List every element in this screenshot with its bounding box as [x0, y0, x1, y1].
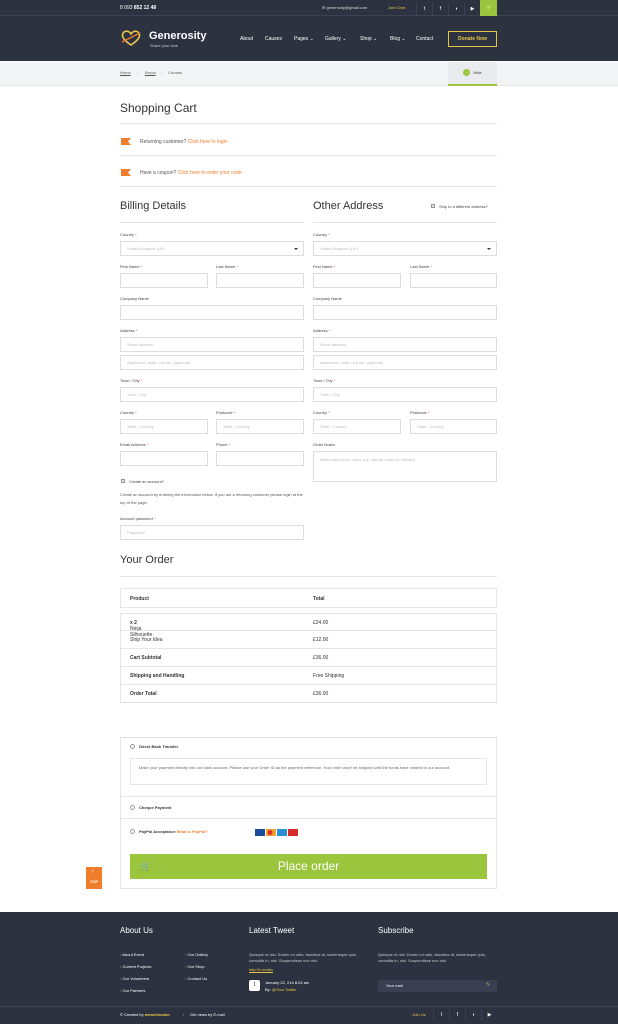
breadcrumb-separator: › [137, 70, 139, 75]
divider [120, 186, 497, 187]
nav-about[interactable]: About [240, 36, 254, 42]
shipping-row [120, 667, 497, 685]
nav-pages[interactable]: Pages ⌄ [294, 36, 314, 42]
other-postcode-label: Postcode * [410, 410, 430, 415]
separator: / [183, 1012, 185, 1017]
other-address-title: Other Address [313, 200, 384, 212]
subscribe-text: Quisque ut nisl. Donec mi odio, faucibus at, scelerisque quis, convallis in, nisi. Suspendisse non nisl. [378, 952, 486, 963]
paypal-info-link[interactable]: What is PayPal? [176, 829, 208, 834]
billing-address-input[interactable]: Street address [120, 337, 304, 352]
twitter-icon[interactable]: t [416, 3, 432, 15]
youtube-icon[interactable]: ▶ [481, 1009, 497, 1021]
returning-customer-notice: Returning customer? Click here to login [140, 139, 228, 145]
subtotal-value: £36.00 [313, 655, 329, 661]
order-product: Ship Your Idea [130, 637, 163, 643]
divider [313, 222, 497, 223]
cart-icon: 🛒 [140, 861, 152, 871]
order-product: Ninja Silhouette x 2 [130, 620, 153, 638]
password-label: Account password * [120, 516, 156, 521]
twitter-icon: t [249, 980, 260, 991]
billing-address2-input[interactable]: Apartment, suite, unit etc. (optional) [120, 355, 304, 370]
other-town-label: Town / City * [313, 378, 336, 383]
total-column-header: Total [313, 596, 325, 602]
tweet-text: Quisque ut nisl. Donec mi odio, faucibus at, scelerisque quis, convallis in, nisi. Suspendisse non nisl. [249, 952, 357, 963]
breadcrumb-home[interactable]: Home [120, 70, 131, 75]
tweet-handle[interactable]: @Your.Twitter [271, 987, 297, 992]
product-column-header: Product [130, 596, 149, 602]
other-country-select[interactable]: United Kingdom (UK) [313, 241, 497, 256]
nav-causes[interactable]: Causes [265, 36, 282, 42]
nav-contact[interactable]: Contact [416, 36, 434, 42]
subtotal-row [120, 649, 497, 667]
order-row-total: £24.00 [313, 620, 329, 626]
billing-postcode-input[interactable]: State / Country [216, 419, 304, 434]
divider [120, 123, 497, 124]
footer-link[interactable]: › Our Gallery [185, 952, 208, 957]
footer-link[interactable]: › Current Projects [120, 964, 151, 969]
other-first-name-label: First Name * [313, 264, 336, 269]
coupon-notice: Have a coupon? Click here to enter your code [140, 170, 242, 176]
password-input[interactable]: Password [120, 525, 304, 540]
billing-email-input[interactable] [120, 451, 208, 466]
other-last-name-label: Last Name * [410, 264, 433, 269]
tweet-by: By: @Your.Twitter [265, 987, 297, 992]
divider [120, 222, 304, 223]
ship-different-checkbox[interactable]: ✓ [432, 204, 435, 208]
other-country2-label: Country * [313, 410, 330, 415]
billing-last-name-label: Last Name * [216, 264, 239, 269]
order-row-total: £12.00 [313, 637, 329, 643]
billing-email-label: Email Address * [120, 442, 149, 447]
billing-country-select[interactable]: United Kingdom (UK) [120, 241, 304, 256]
other-town-input[interactable]: Town / City [313, 387, 497, 402]
billing-phone-label: Phone * [216, 442, 231, 447]
flag-icon [121, 169, 131, 176]
billing-postcode-label: Postcode * [216, 410, 236, 415]
other-address-label: Address * [313, 328, 331, 333]
logo-heart-icon[interactable] [120, 30, 142, 46]
account-note: Create an account by entering the information below. If you are a returning customer please login at the top of the page. [120, 492, 303, 505]
cheque-label: Cheque Payment [139, 805, 172, 810]
divider [121, 796, 496, 797]
logo-tagline: Share your love [150, 43, 179, 48]
copyright: © Created by weweblooder [120, 1012, 171, 1017]
subscribe-email-input[interactable]: Your mail [378, 980, 497, 992]
facebook-icon[interactable]: f [449, 1009, 465, 1021]
search-icon[interactable]: ⌕ [480, 0, 497, 16]
other-state-input[interactable]: State / Country [313, 419, 401, 434]
footer-link[interactable]: › About Event [120, 952, 144, 957]
news-by-email[interactable]: Get news by E-mail [190, 1012, 225, 1017]
page-title: Shopping Cart [120, 101, 197, 115]
paypal-radio[interactable] [130, 829, 135, 834]
bank-transfer-label: Direct Bank Transfer [139, 744, 179, 749]
pencil-icon[interactable]: ✎ [486, 982, 491, 988]
billing-last-name-input[interactable] [216, 273, 304, 288]
billing-country-label: Country * [120, 232, 137, 237]
card-logos-icon [255, 825, 299, 837]
arrow-up-icon: ↑ [91, 869, 94, 875]
subscribe-title: Subscribe [378, 926, 414, 935]
paypal-label: PayPal Acceptance What is PayPal? [139, 829, 208, 834]
order-row [120, 613, 497, 638]
back-to-top-button[interactable]: ↑ TOP [86, 867, 102, 889]
donate-button[interactable]: Donate Now [448, 31, 497, 47]
nav-shop[interactable]: Shop ⌄ [360, 36, 378, 42]
footer-link[interactable]: › Our Volunteers [120, 976, 149, 981]
order-row [120, 631, 497, 649]
footer-bottom-bar [0, 1006, 618, 1024]
top-bar [0, 0, 618, 16]
twitter-icon[interactable]: t [433, 1009, 449, 1021]
billing-phone-input[interactable] [216, 451, 304, 466]
shipping-label: Shipping and Handling [130, 673, 185, 679]
billing-title: Billing Details [120, 200, 187, 212]
billing-first-name-label: First Name * [120, 264, 143, 269]
minus-icon: − [463, 69, 470, 76]
phone-number: 8 093 852 12 48 [120, 5, 157, 11]
tweet-date: January 22, 214 8:24 am [265, 980, 310, 985]
other-last-name-input[interactable] [410, 273, 497, 288]
footer-link[interactable]: › Our Partners [120, 988, 145, 993]
other-company-input[interactable] [313, 305, 497, 320]
billing-town-label: Town / City * [120, 378, 143, 383]
breadcrumb-separator: › [161, 70, 163, 75]
ship-different-label: Ship to a different address? [439, 204, 488, 209]
divider [121, 818, 496, 819]
rss-icon[interactable]: ◗ [448, 3, 464, 15]
divider [120, 155, 497, 156]
create-account-label: Create an account? [129, 479, 164, 484]
footer-link[interactable]: › Contact Us [185, 976, 207, 981]
shipping-value: Free Shipping [313, 673, 345, 679]
nav-gallery[interactable]: Gallery ⌄ [325, 36, 347, 42]
breadcrumb-current: Crumbs [168, 70, 183, 75]
tweet-title: Latest Tweet [249, 926, 295, 935]
billing-country2-label: Country * [120, 410, 137, 415]
youtube-icon[interactable]: ▶ [464, 3, 480, 15]
breadcrumb-brood[interactable]: Brood [145, 70, 156, 75]
divider [120, 576, 497, 577]
logo-title[interactable]: Generosity [149, 30, 207, 42]
bank-transfer-radio[interactable] [130, 744, 135, 749]
user-link[interactable]: John Doe [388, 5, 406, 10]
order-notes-label: Order Notes [313, 442, 335, 447]
join-us-link[interactable]: Join Us [412, 1012, 426, 1017]
bank-transfer-description: Make your payment directly into our bank account. Please use your Order ID as the payment reference. Your order won't be shipped until the funds have cleared in our account. [130, 758, 487, 785]
coupon-link[interactable]: Click here to enter your code [177, 170, 242, 176]
other-address2-input[interactable]: Apartment, suite, unit etc. (optional) [313, 355, 497, 370]
nav-blog[interactable]: Blog ⌄ [390, 36, 406, 42]
hide-button[interactable]: − Hide [448, 62, 497, 86]
place-order-button[interactable]: 🛒 Place order [130, 854, 487, 879]
order-table-header [120, 588, 497, 608]
order-title: Your Order [120, 554, 174, 566]
billing-first-name-input[interactable] [120, 273, 208, 288]
billing-address-label: Address * [120, 328, 138, 333]
tweet-link[interactable]: http://t.co/abc [249, 967, 274, 972]
about-title: About Us [120, 926, 153, 935]
login-link[interactable]: Click here to login [187, 139, 228, 145]
other-address-input[interactable]: Street address [313, 337, 497, 352]
order-total-value: £36.00 [313, 691, 329, 697]
billing-company-input[interactable] [120, 305, 304, 320]
order-total-row [120, 685, 497, 703]
rss-icon[interactable]: ◗ [465, 1009, 481, 1021]
breadcrumb-bar [0, 62, 618, 86]
billing-company-label: Company Name [120, 296, 149, 301]
subtotal-label: Cart Subtotal [130, 655, 162, 661]
other-postcode-input[interactable]: State / Country [410, 419, 497, 434]
footer-link[interactable]: › Our Shop [185, 964, 205, 969]
facebook-icon[interactable]: f [432, 3, 448, 15]
create-account-checkbox[interactable]: ✓ [122, 479, 125, 483]
cheque-radio[interactable] [130, 805, 135, 810]
other-country-label: Country * [313, 232, 330, 237]
other-first-name-input[interactable] [313, 273, 401, 288]
billing-town-input[interactable]: Town / City [120, 387, 304, 402]
flag-icon [121, 138, 131, 145]
other-company-label: Company Name [313, 296, 342, 301]
order-notes-textarea[interactable]: Notes about your order, e.g. special notes for delivery. [313, 451, 497, 482]
billing-state-input[interactable]: State / Country [120, 419, 208, 434]
email-link[interactable]: ✉ generosity@gmail.com [322, 5, 368, 10]
order-total-label: Order Total [130, 691, 157, 697]
